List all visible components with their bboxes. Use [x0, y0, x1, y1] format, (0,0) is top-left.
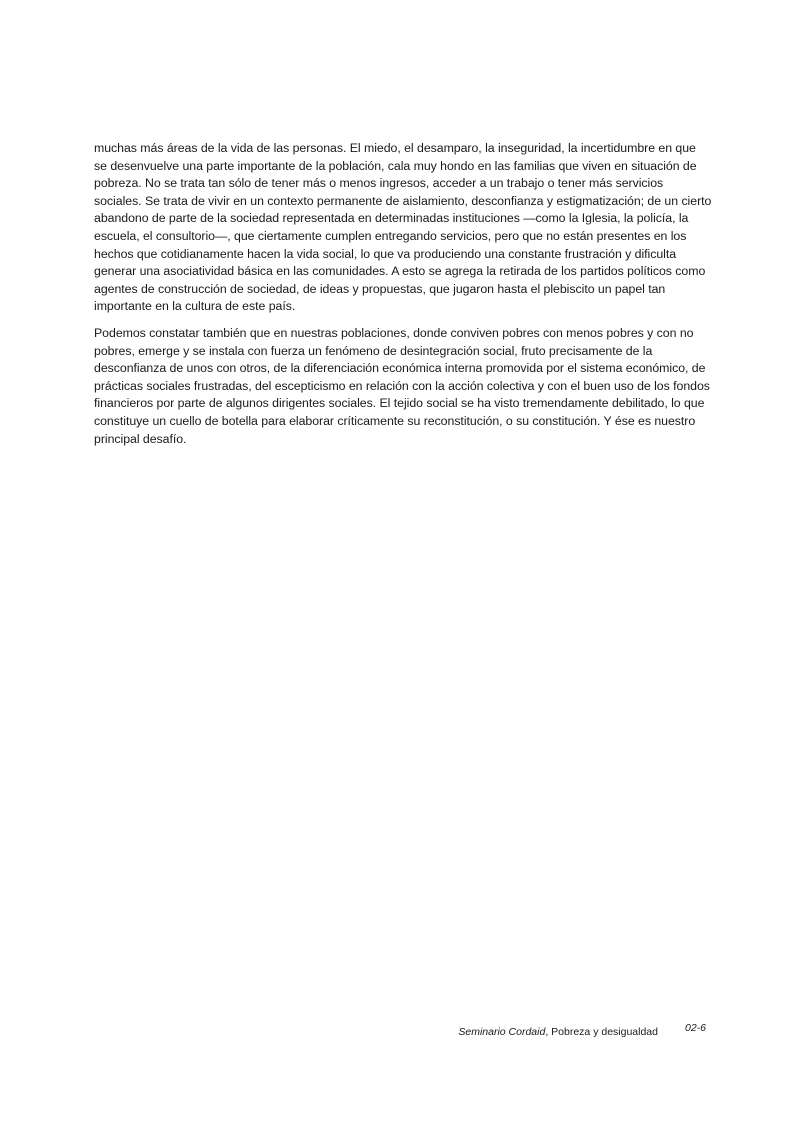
footer-source-subtitle: , Pobreza y desigualdad: [545, 1026, 658, 1038]
body-text: [94, 140, 712, 457]
page-footer: [94, 1022, 712, 1038]
footer-source-title: Seminario Cordaid: [458, 1026, 546, 1038]
paragraph-1: muchas más áreas de la vida de las personas. El miedo, el desamparo, la inseguridad, la incertidumbre en que se desenvuelve una parte importante de la población, cala muy hondo en las familias que viven en situación de pobreza. No se trata tan sólo de tener más o menos ingresos, acceder a un trabajo o tener más servicios sociales. Se trata de vivir en un contexto permanente de aislamiento, desconfianza y estigmatización; de un cierto abandono de parte de la sociedad representada en determinadas instituciones —como la Iglesia, la policía, la escuela, el consultorio—, que ciertamente cumplen entregando servicios, pero que no están presentes en los hechos que cotidianamente hacen la vida social, lo que va produciendo una constante frustración y dificulta generar una asociatividad básica en las comunidades. A esto se agrega la retirada de los partidos políticos como agentes de construcción de sociedad, de ideas y propuestas, que jugaron hasta el plebiscito un papel tan importante en la cultura de este país.: [94, 141, 712, 314]
paragraph-2: Podemos constatar también que en nuestras poblaciones, donde conviven pobres con menos pobres y con no pobres, emerge y se instala con fuerza un fenómeno de desintegración social, fruto precisamente de la desconfianza de unos con otros, de la diferenciación económica interna promovida por el sistema económico, de prácticas sociales frustradas, del escepticismo en relación con la acción colectiva y con el buen uso de los fondos financieros por parte de algunos dirigentes sociales. El tejido social se ha visto tremendamente debilitado, lo que constituye un cuello de botella para elaborar críticamente su reconstitución, o su constitución. Y ése es nuestro principal desafío.: [94, 325, 710, 446]
footer-source: [458, 1026, 658, 1038]
page-number: 02-6: [684, 1022, 706, 1034]
